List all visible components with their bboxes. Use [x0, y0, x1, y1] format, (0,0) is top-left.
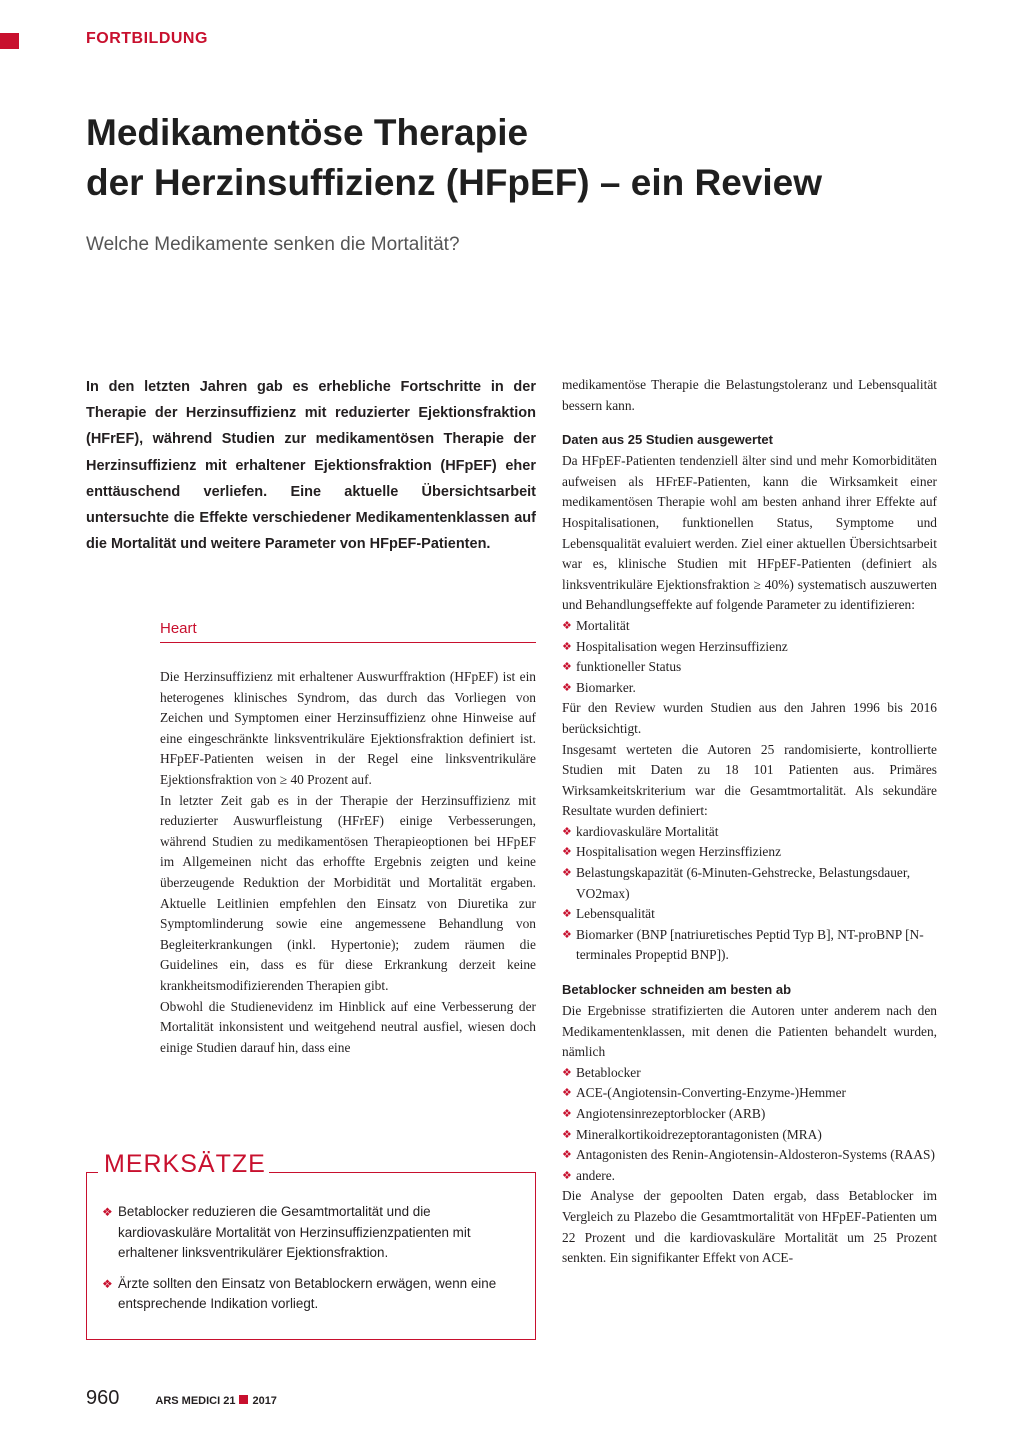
list-item — [562, 1166, 937, 1187]
subheading: Betablocker schneiden am besten ab — [562, 982, 792, 998]
list-item-text: Betablocker reduzieren die Gesamtmortalität und die kardiovaskuläre Mortalität von Herzinsuffizienzpatienten mit erhaltener linksventrikulärer Ejektionsfraktion. — [118, 1204, 471, 1260]
diamond-bullet-icon: ❖ — [562, 867, 572, 880]
parameter-list — [562, 616, 937, 698]
page-number: 960 — [86, 1387, 120, 1409]
diamond-bullet-icon: ❖ — [102, 1276, 113, 1291]
section-label: FORTBILDUNG — [86, 30, 208, 47]
title-line-2: der Herzinsuffizienz (HFpEF) – ein Review — [86, 162, 823, 203]
list-item — [562, 678, 937, 699]
list-item-text: Angiotensinrezeptorblocker (ARB) — [576, 1106, 766, 1121]
list-item-text: Biomarker (BNP [natriuretisches Peptid Typ B], NT-proBNP [N-terminales Propeptid BNP]). — [576, 926, 924, 963]
body-paragraph: Insgesamt werteten die Autoren 25 randomisierte, kontrollierte Studien mit Daten zu 18 101 Patienten aus. Primäres Wirksamkeitskriterium war die Gesamtmortalität. Als sekundäre Resultate wurden definiert: — [562, 741, 937, 819]
journal-year: 2017 — [252, 1395, 277, 1407]
list-item-text: Belastungskapazität (6-Minuten-Gehstrecke, Belastungsdauer, VO2max) — [576, 865, 911, 901]
body-paragraph: Für den Review wurden Studien aus den Jahren 1996 bis 2016 berücksichtigt. — [562, 700, 937, 736]
list-item — [562, 925, 937, 966]
diamond-bullet-icon: ❖ — [562, 846, 572, 859]
diamond-bullet-icon: ❖ — [562, 1128, 572, 1141]
list-item — [562, 822, 937, 843]
body-paragraph: medikamentöse Therapie die Belastungstoleranz und Lebensqualität bessern kann. — [562, 377, 937, 413]
body-paragraph: Obwohl die Studienevidenz im Hinblick auf eine Verbesserung der Mortalität inkonsistent und weitgehend neutral ausfiel, wiesen doch einige Studien darauf hin, dass eine — [160, 998, 536, 1055]
article-title — [86, 108, 822, 208]
diamond-bullet-icon: ❖ — [562, 681, 572, 694]
list-item — [562, 657, 937, 678]
diamond-bullet-icon: ❖ — [562, 619, 572, 632]
list-item-text: Mortalität — [576, 617, 630, 633]
merksaetze-box — [86, 1150, 536, 1340]
body-paragraph: Die Analyse der gepoolten Daten ergab, dass Betablocker im Vergleich zu Plazebo die Gesamtmortalität von HFpEF-Patienten um 22 Prozent und die kardiovaskuläre Mortalität um 25 Prozent senkten. Ein signifikanter Effekt von ACE- — [562, 1188, 937, 1266]
diamond-bullet-icon: ❖ — [562, 825, 572, 838]
list-item-text: Ärzte sollten den Einsatz von Betablockern erwägen, wenn eine entsprechende Indikation vorliegt. — [118, 1275, 497, 1311]
list-item-text: funktioneller Status — [576, 659, 682, 675]
list-item-text: Antagonisten des Renin-Angiotensin-Aldosteron-Systems (RAAS) — [576, 1147, 935, 1163]
merksaetze-list — [102, 1202, 522, 1325]
list-item — [102, 1274, 522, 1315]
body-paragraph: Die Ergebnisse stratifizierten die Autoren unter anderem nach den Medikamentenklassen, mit denen die Patienten behandelt wurden, nämlich — [562, 1003, 937, 1060]
list-item — [562, 1104, 937, 1125]
diamond-bullet-icon: ❖ — [562, 1169, 572, 1182]
journal-name: ARS MEDICI 21 — [155, 1395, 236, 1407]
source-block — [160, 620, 536, 643]
list-item — [562, 1145, 937, 1166]
list-item-text: Hospitalisation wegen Herzinsffizienz — [576, 844, 782, 860]
article-subtitle: Welche Medikamente senken die Mortalität? — [86, 234, 460, 255]
diamond-bullet-icon: ❖ — [562, 1066, 572, 1079]
lead-paragraph: In den letzten Jahren gab es erhebliche Fortschritte in der Therapie der Herzinsuffizienz mit reduzierter Ejektionsfraktion (HFrEF), während Studien zur medikamentösen Therapie der Herzinsuffizienz mit erhaltener Ejektionsfraktion (HFpEF) eher enttäuschend verliefen. Eine aktuelle Übersichtsarbeit untersuchte die Effekte verschiedener Medikamentenklassen auf die Mortalität und weitere Parameter von HFpEF-Patienten. — [86, 379, 536, 553]
list-item-text: Mineralkortikoidrezeptorantagonisten (MRA) — [576, 1126, 822, 1142]
list-item-text: Betablocker — [576, 1064, 641, 1080]
body-paragraph: In letzter Zeit gab es in der Therapie der Herzinsuffizienz mit reduzierter Auswurfleistung (HFrEF) einige Verbesserungen, während Studien zu medikamentösen Therapieoptionen bei HFpEF im Allgemeinen nicht das erhoffte Ergebnis zeigten und keine überzeugende Reduktion der Morbidität und Mortalität ergaben. Aktuelle Leitlinien empfehlen den Einsatz von Diuretika zur Symptomlinderung sowie eine angemessene Behandlung von Begleiterkrankungen (inkl. Hypertonie); zudem räumen die Guidelines ein, dass es für diese Erkrankung derzeit keine krankheitsmodifizierenden Therapien gibt. — [160, 792, 536, 993]
right-column — [562, 375, 937, 1269]
list-item-text: ACE-(Angiotensin-Converting-Enzyme-)Hemmer — [576, 1085, 846, 1101]
diamond-bullet-icon: ❖ — [562, 640, 572, 653]
list-item-text: andere. — [576, 1167, 616, 1183]
list-item — [102, 1202, 522, 1264]
list-item — [562, 1125, 937, 1146]
diamond-bullet-icon: ❖ — [562, 661, 572, 674]
drug-class-list — [562, 1063, 937, 1187]
list-item-text: Hospitalisation wegen Herzinsuffizienz — [576, 638, 788, 654]
list-item — [562, 842, 937, 863]
list-item — [562, 863, 937, 904]
list-item — [562, 616, 937, 637]
list-item-text: Lebensqualität — [576, 906, 655, 922]
diamond-bullet-icon: ❖ — [562, 908, 572, 921]
list-item-text: Biomarker. — [576, 679, 636, 695]
title-line-1: Medikamentöse Therapie — [86, 112, 529, 153]
source-label: Heart — [160, 620, 536, 643]
list-item — [562, 1063, 937, 1084]
footer-marker — [239, 1395, 248, 1404]
section-marker — [0, 33, 19, 49]
left-body-text — [160, 667, 536, 1058]
diamond-bullet-icon: ❖ — [562, 1149, 572, 1162]
list-item — [562, 637, 937, 658]
body-paragraph: Da HFpEF-Patienten tendenziell älter sind und mehr Komorbiditäten aufweisen als HFrEF-Patienten, kann die Wirksamkeit einer medikamentösen Therapie wohl am besten anhand ihrer Effekte auf Hospitalisationen, funktionellen Status, Symptome und Lebensqualität evaluiert werden. Ziel einer aktuellen Übersichtsarbeit war es, klinische Studien mit HFpEF-Patienten (definiert als linksventrikuläre Ejektionsfraktion ≥ 40%) systematisch auszuwerten und Behandlungseffekte auf folgende Parameter zu identifizieren: — [562, 453, 937, 613]
list-item — [562, 904, 937, 925]
diamond-bullet-icon: ❖ — [562, 1087, 572, 1100]
list-item — [562, 1083, 937, 1104]
diamond-bullet-icon: ❖ — [562, 1108, 572, 1120]
list-item-text: kardiovaskuläre Mortalität — [576, 823, 719, 839]
diamond-bullet-icon: ❖ — [102, 1205, 113, 1219]
secondary-outcomes-list — [562, 822, 937, 966]
diamond-bullet-icon: ❖ — [562, 928, 572, 941]
page-footer — [86, 1387, 277, 1410]
body-paragraph: Die Herzinsuffizienz mit erhaltener Auswurffraktion (HFpEF) ist ein heterogenes klinisches Syndrom, das durch das Vorliegen von Zeichen und Symptomen einer Herzinsuffizienz ohne Hinweise auf eine eingeschränkte linksventrikuläre Ejektionsfraktion definiert ist. HFpEF-Patienten weisen in der Regel eine linksventrikuläre Ejektionsfraktion von ≥ 40 Prozent auf. — [160, 669, 536, 787]
merksaetze-title: MERKSÄTZE — [104, 1150, 266, 1178]
subheading: Daten aus 25 Studien ausgewertet — [562, 432, 773, 448]
